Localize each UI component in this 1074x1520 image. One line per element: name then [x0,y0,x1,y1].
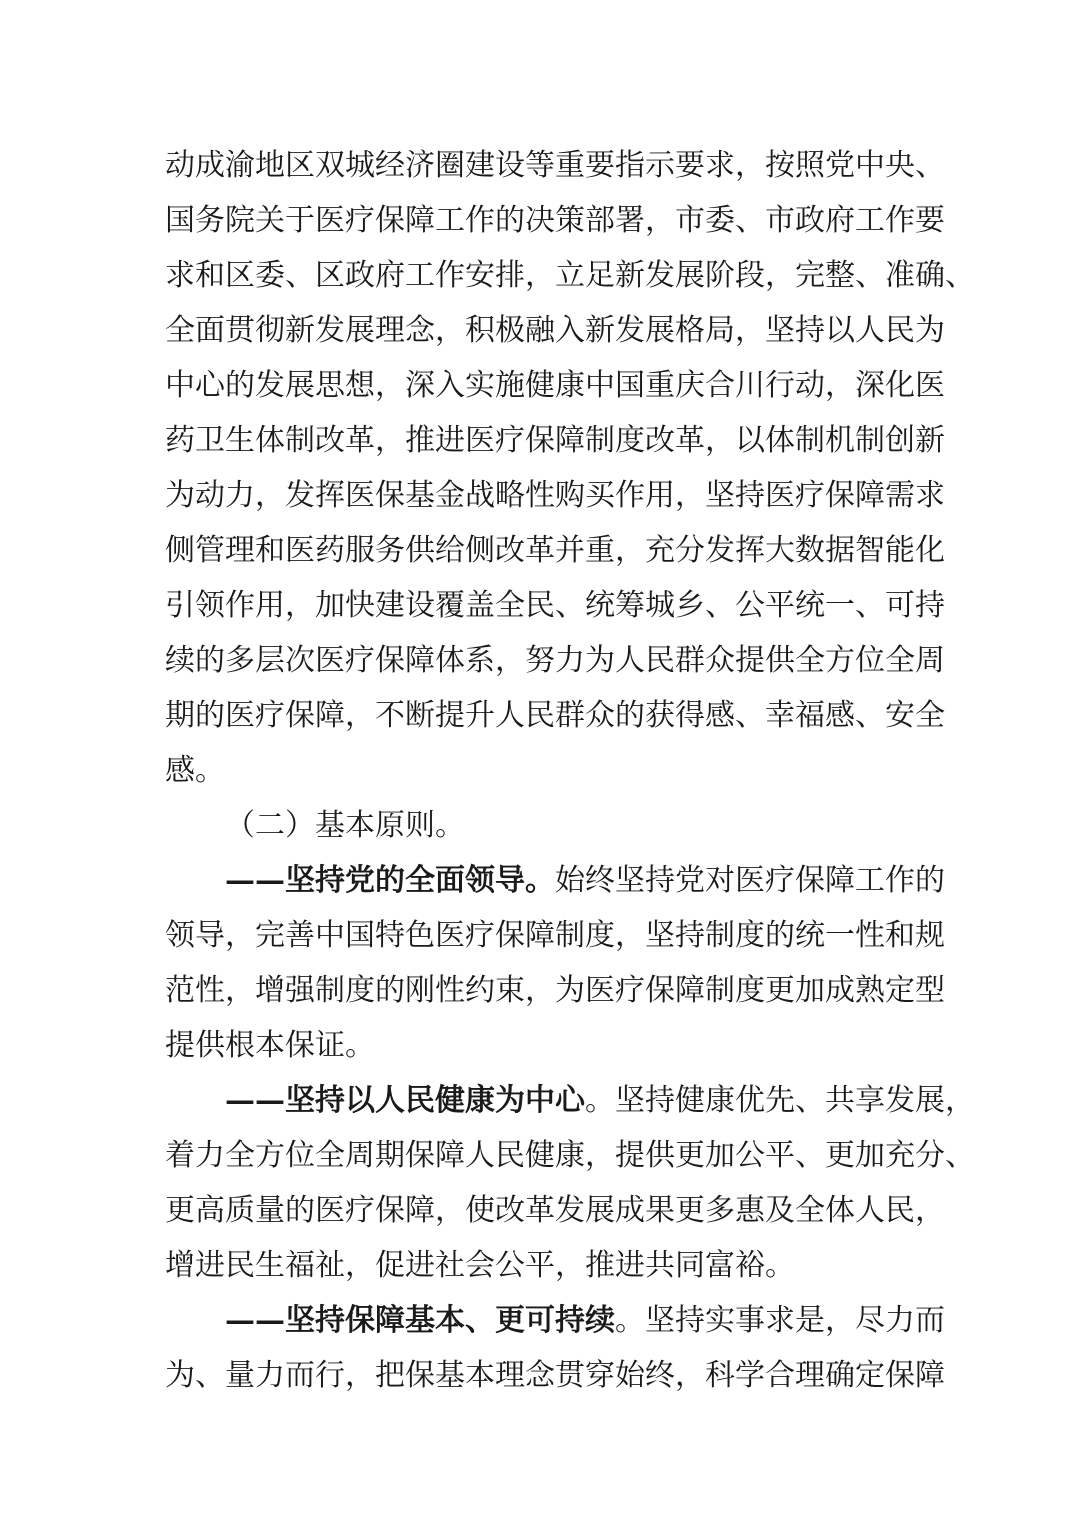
principle-1-text: 始终坚持党对医疗保障工作的 [555,863,945,898]
paragraph-line: 药卫生体制改革，推进医疗保障制度改革，以体制机制创新 [165,423,945,458]
principle-3-first-line [165,1293,945,1348]
paragraph-line: 全面贯彻新发展理念，积极融入新发展格局，坚持以人民为 [165,313,945,348]
paragraph-line: 期的医疗保障，不断提升人民群众的获得感、幸福感、安全 [165,698,945,733]
principle-1-first-line [165,853,945,908]
paragraph-line: 续的多层次医疗保障体系，努力为人民群众提供全方位全周 [165,643,945,678]
paragraph-line: 范性，增强制度的刚性约束，为医疗保障制度更加成熟定型 [165,973,945,1008]
principle-3-text: 。坚持实事求是，尽力而 [615,1303,945,1338]
principle-2-first-line [165,1073,975,1128]
paragraph-line: 动成渝地区双城经济圈建设等重要指示要求，按照党中央、 [165,148,945,183]
principle-2-title: ——坚持以人民健康为中心 [225,1083,585,1118]
paragraph-line: 增进民生福祉，促进社会公平，推进共同富裕。 [165,1248,795,1283]
paragraph-line: 感。 [165,753,225,788]
section-heading: （二）基本原则。 [225,808,465,843]
paragraph-line: 着力全方位全周期保障人民健康，提供更加公平、更加充分、 [165,1138,975,1173]
paragraph-line: 引领作用，加快建设覆盖全民、统筹城乡、公平统一、可持 [165,588,945,623]
paragraph-line: 提供根本保证。 [165,1028,375,1063]
principle-3-title: ——坚持保障基本、更可持续 [225,1303,615,1338]
document-body [165,138,975,1403]
paragraph-line: 为动力，发挥医保基金战略性购买作用，坚持医疗保障需求 [165,478,945,513]
paragraph-line: 求和区委、区政府工作安排，立足新发展阶段，完整、准确、 [165,258,975,293]
principle-1-title: ——坚持党的全面领导。 [225,863,555,898]
principle-2-text: 。坚持健康优先、共享发展， [585,1083,975,1118]
paragraph-line: 更高质量的医疗保障，使改革发展成果更多惠及全体人民， [165,1193,945,1228]
paragraph-line: 侧管理和医药服务供给侧改革并重，充分发挥大数据智能化 [165,533,945,568]
paragraph-line: 为、量力而行，把保基本理念贯穿始终，科学合理确定保障 [165,1358,945,1393]
paragraph-line: 中心的发展思想，深入实施健康中国重庆合川行动，深化医 [165,368,945,403]
paragraph-line: 国务院关于医疗保障工作的决策部署，市委、市政府工作要 [165,203,945,238]
paragraph-line: 领导，完善中国特色医疗保障制度，坚持制度的统一性和规 [165,918,945,953]
